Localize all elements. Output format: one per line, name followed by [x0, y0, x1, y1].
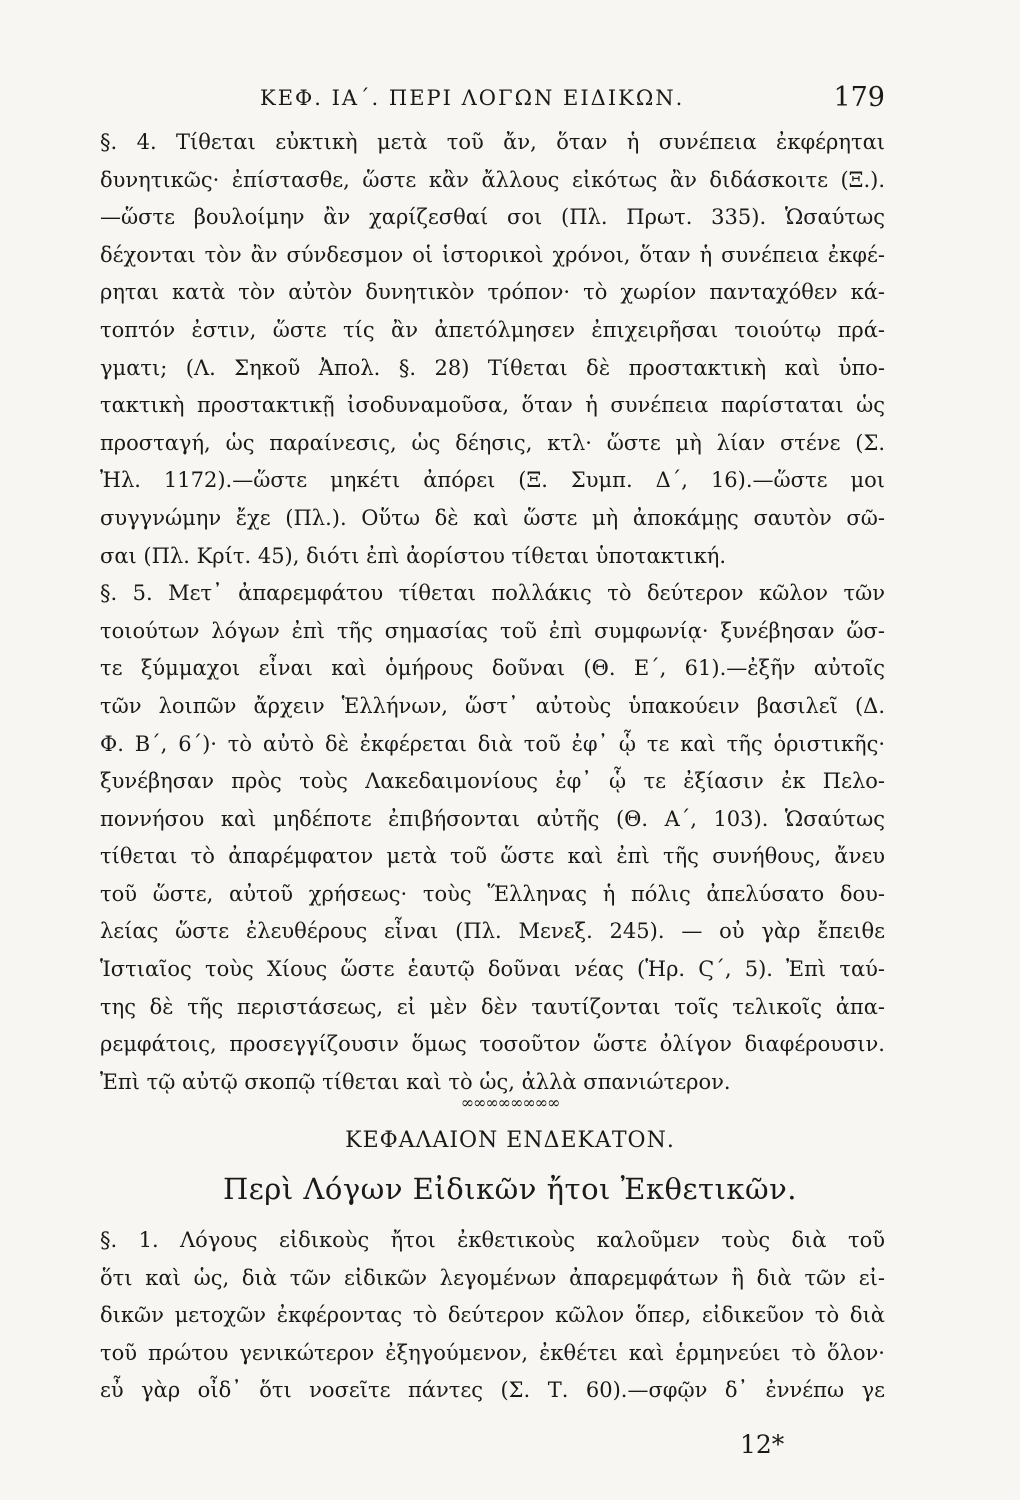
text-line: τίθεται τὸ ἀπαρέμφατον μετὰ τοῦ ὥστε καὶ ἐπὶ τῆς συνήθους, ἄνευ	[100, 844, 885, 869]
text-line: ποννήσου καὶ μηδέποτε ἐπιβήσονται αὐτῆς (Θ. Α΄, 103). Ὡσαύτως	[100, 806, 885, 831]
text-line: σαι (Πλ. Κρίτ. 45), διότι ἐπὶ ἀορίστου τίθεται ὑποτακτική.	[100, 543, 727, 568]
text-line: προσταγή, ὡς παραίνεσις, ὡς δέησις, κτλ· ὥστε μὴ λίαν στένε (Σ.	[100, 430, 885, 455]
text-line: τοιούτων λόγων ἐπὶ τῆς σημασίας τοῦ ἐπὶ συμφωνίᾳ· ξυνέβησαν ὥσ-	[100, 618, 885, 643]
text-line: συγγνώμην ἔχε (Πλ.). Οὕτω δὲ καὶ ὥστε μὴ ἀποκάμῃς σαυτὸν σῶ-	[100, 505, 885, 530]
section-4	[100, 124, 885, 575]
text-line: τακτικὴ προστακτικῇ ἰσοδυναμοῦσα, ὅταν ἡ συνέπεια παρίσταται ὡς	[100, 393, 885, 418]
text-line: ρεμφάτοις, προσεγγίζουσιν ὅμως τοσοῦτον ὥστε ὀλίγον διαφέρουσιν.	[100, 1032, 885, 1057]
text-line: δικῶν μετοχῶν ἐκφέροντας τὸ δεύτερον κῶλον ὅπερ, εἰδικεῦον τὸ διὰ	[100, 1303, 885, 1328]
text-line: δυνητικῶς· ἐπίστασθε, ὥστε κἂν ἄλλους εἰκότως ἂν διδάσκοιτε (Ξ.).	[100, 167, 885, 192]
text-line: Ἐπὶ τῷ αὐτῷ σκοπῷ τίθεται καὶ τὸ ὡς, ἀλλὰ σπανιώτερον.	[100, 1069, 731, 1094]
text-line: τοπτόν ἐστιν, ὥστε τίς ἂν ἀπετόλμησεν ἐπιχειρῆσαι τοιούτῳ πρά-	[100, 317, 885, 342]
text-line: γματι; (Λ. Σηκοῦ Ἀπολ. §. 28) Τίθεται δὲ προστακτικὴ καὶ ὑπο-	[100, 355, 885, 380]
text-line: —ὥστε βουλοίμην ἂν χαρίζεσθαί σοι (Πλ. Πρωτ. 335). Ὡσαύτως	[100, 205, 885, 230]
chapter-text	[100, 1222, 885, 1410]
text-line: Φ. Β΄, 6΄)· τὸ αὐτὸ δὲ ἐκφέρεται διὰ τοῦ ἐφ᾽ ᾧ τε καὶ τῆς ὁριστικῆς·	[100, 731, 885, 756]
text-line: δέχονται τὸν ἂν σύνδεσμον οἱ ἱστορικοὶ χρόνοι, ὅταν ἡ συνέπεια ἐκφέ-	[100, 242, 885, 267]
text-line: ξυνέβησαν πρὸς τοὺς Λακεδαιμονίους ἐφ᾽ ᾧ τε ἐξίασιν ἐκ Πελο-	[100, 769, 885, 794]
chapter-subtitle: Περὶ Λόγων Εἰδικῶν ἤτοι Ἐκθετικῶν.	[222, 1172, 798, 1206]
section-5	[100, 575, 885, 1101]
main-text	[100, 124, 885, 1101]
signature-mark: 12*	[740, 1430, 785, 1459]
text-line: ρηται κατὰ τὸν αὐτὸν δυνητικὸν τρόπον· τὸ χωρίον πανταχόθεν κά-	[100, 280, 885, 305]
page-number: 179	[833, 82, 885, 113]
text-line: λείας ὥστε ἐλευθέρους εἶναι (Πλ. Μενεξ. 245). — οὐ γὰρ ἔπειθε	[100, 919, 885, 944]
text-line: §. 4. Τίθεται εὐκτικὴ μετὰ τοῦ ἄν, ὅταν ἡ συνέπεια ἐκφέρηται	[100, 130, 885, 154]
text-line: Ἠλ. 1172).—ὥστε μηκέτι ἀπόρει (Ξ. Συμπ. Δ΄, 16).—ὥστε μοι	[100, 468, 885, 493]
text-line: εὖ γὰρ οἶδ᾽ ὅτι νοσεῖτε πάντες (Σ. Τ. 60).—σφῷν δ᾽ ἐννέπω γε	[100, 1378, 885, 1403]
text-line: ὅτι καὶ ὡς, διὰ τῶν εἰδικῶν λεγομένων ἀπαρεμφάτων ἢ διὰ τῶν εἰ-	[100, 1265, 885, 1290]
chapter-title: ΚΕΦΑΛΑΙΟΝ ΕΝΔΕΚΑΤΟΝ.	[345, 1128, 675, 1153]
text-line: §. 1. Λόγους εἰδικοὺς ἤτοι ἐκθετικοὺς καλοῦμεν τοὺς διὰ τοῦ	[100, 1228, 885, 1252]
text-line: Ἱστιαῖος τοὺς Χίους ὥστε ἑαυτῷ δοῦναι νέας (Ἡρ. Ϛ΄, 5). Ἐπὶ ταύ-	[100, 957, 885, 982]
text-line: τοῦ ὥστε, αὐτοῦ χρήσεως· τοὺς Ἕλληνας ἡ πόλις ἀπελύσατο δου-	[100, 881, 885, 906]
text-line: τοῦ πρώτου γενικώτερον ἐξηγούμενον, ἐκθέτει καὶ ἑρμηνεύει τὸ ὅλον·	[100, 1340, 885, 1365]
text-line: τῶν λοιπῶν ἄρχειν Ἑλλήνων, ὥστ᾽ αὐτοὺς ὑπακούειν βασιλεῖ (Δ.	[100, 693, 885, 718]
page-header	[100, 82, 885, 126]
section-divider-ornament: ∞∞∞∞∞∞∞∞	[460, 1093, 560, 1112]
text-line: τε ξύμμαχοι εἶναι καὶ ὁμήρους δοῦναι (Θ. Ε΄, 61).—ἐξῆν αὐτοῖς	[100, 656, 885, 681]
running-head: ΚΕΦ. ΙΑ΄. ΠΕΡΙ ΛΟΓΩΝ ΕΙΔΙΚΩΝ.	[260, 86, 685, 110]
text-line: της δὲ τῆς περιστάσεως, εἰ μὲν δὲν ταυτίζονται τοῖς τελικοῖς ἀπα-	[100, 994, 885, 1019]
text-line: §. 5. Μετ᾽ ἀπαρεμφάτου τίθεται πολλάκις τὸ δεύτερον κῶλον τῶν	[100, 581, 885, 606]
